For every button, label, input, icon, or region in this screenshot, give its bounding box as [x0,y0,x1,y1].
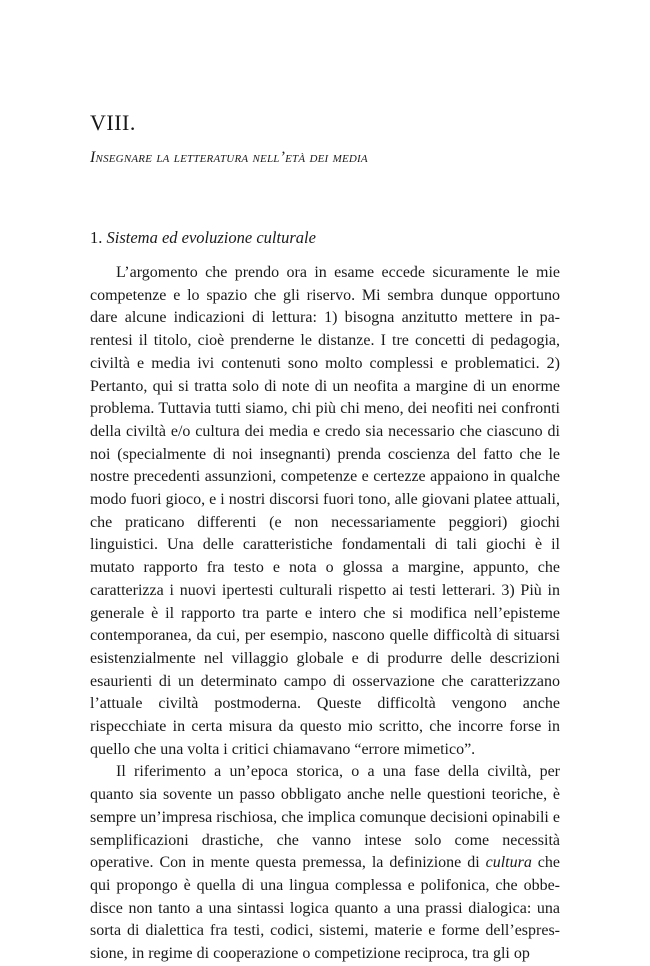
chapter-number: VIII. [90,110,136,135]
paragraph-2-before: Il riferimento a un’epoca storica, o a una fase della civiltà, per quanto sia sovente un passo obbligato anche nelle questioni teoriche, è sempre un’impresa rischiosa, che implica comunque decisioni opinabili e semplificazioni drastiche, che vanno intese solo come necessità operative. Con in mente questa premessa, la definizione di [90,763,560,872]
body-text [90,262,560,966]
paragraph-2-emphasis: cultura [485,854,532,872]
chapter-title: Insegnare la letteratura nell’età dei media [90,149,368,166]
section-title: Sistema ed evoluzione culturale [106,228,316,247]
paragraph-2-after: che qui propongo è quella di una lingua complessa e polifonica, che obbedisce non tanto a una sintassi logica quanto a una prassi dialogica: una sorta di dialettica fra testi, codici, sistemi, materie e forme dell’espressione, in regime di cooperazione o competizione reciproca, tra gli op [90,854,560,963]
section-heading [90,228,316,248]
section-number: 1. [90,228,103,247]
paragraph-1: L’argomento che prendo ora in esame eccede sicuramente le mie competenze e lo spazio che gli riservo. Mi sembra dunque opportuno dare alcune indicazioni di lettura: 1) bisogna anzitutto mettere in parentesi il titolo, cioè prenderne le distanze. I tre concetti di pedagogia, civiltà e media ivi contenuti sono molto complessi e problematici. 2) Pertanto, qui si tratta solo di note di un neofita a margine di un enorme problema. Tuttavia tutti siamo, chi più chi meno, dei neofiti nei confronti della civiltà e/o cultura dei media e credo sia necessario che ciascuno di noi (specialmente di noi insegnanti) prenda coscienza del fatto che le nostre precedenti assunzioni, competenze e certezze appaiono in qualche modo fuori gioco, e i nostri discorsi fuori tono, alle giovani platee attuali, che praticano differenti (e non necessariamente peggiori) giochi linguistici. Una delle caratteristiche fondamentali di tali giochi è il mutato rapporto fra testo e nota o glossa a margine, appunto, che caratterizza i nuovi ipertesti culturali rispetto ai testi letterari. 3) Più in generale è il rapporto tra parte e intero che si modifica nell’episteme contemporanea, da cui, per esempio, nascono quelle difficoltà di situarsi esistenzialmente nel villaggio globale e di produrre delle descrizioni esaurienti di un determinato campo di osservazione che caratterizzano l’attuale civiltà postmoderna. Queste difficoltà vengono anche rispecchiate in certa misura da questo mio scritto, che incorre forse in quello che una volta i critici chiamavano “errore mimetico”. [90,264,560,758]
paragraph-2 [90,761,560,965]
